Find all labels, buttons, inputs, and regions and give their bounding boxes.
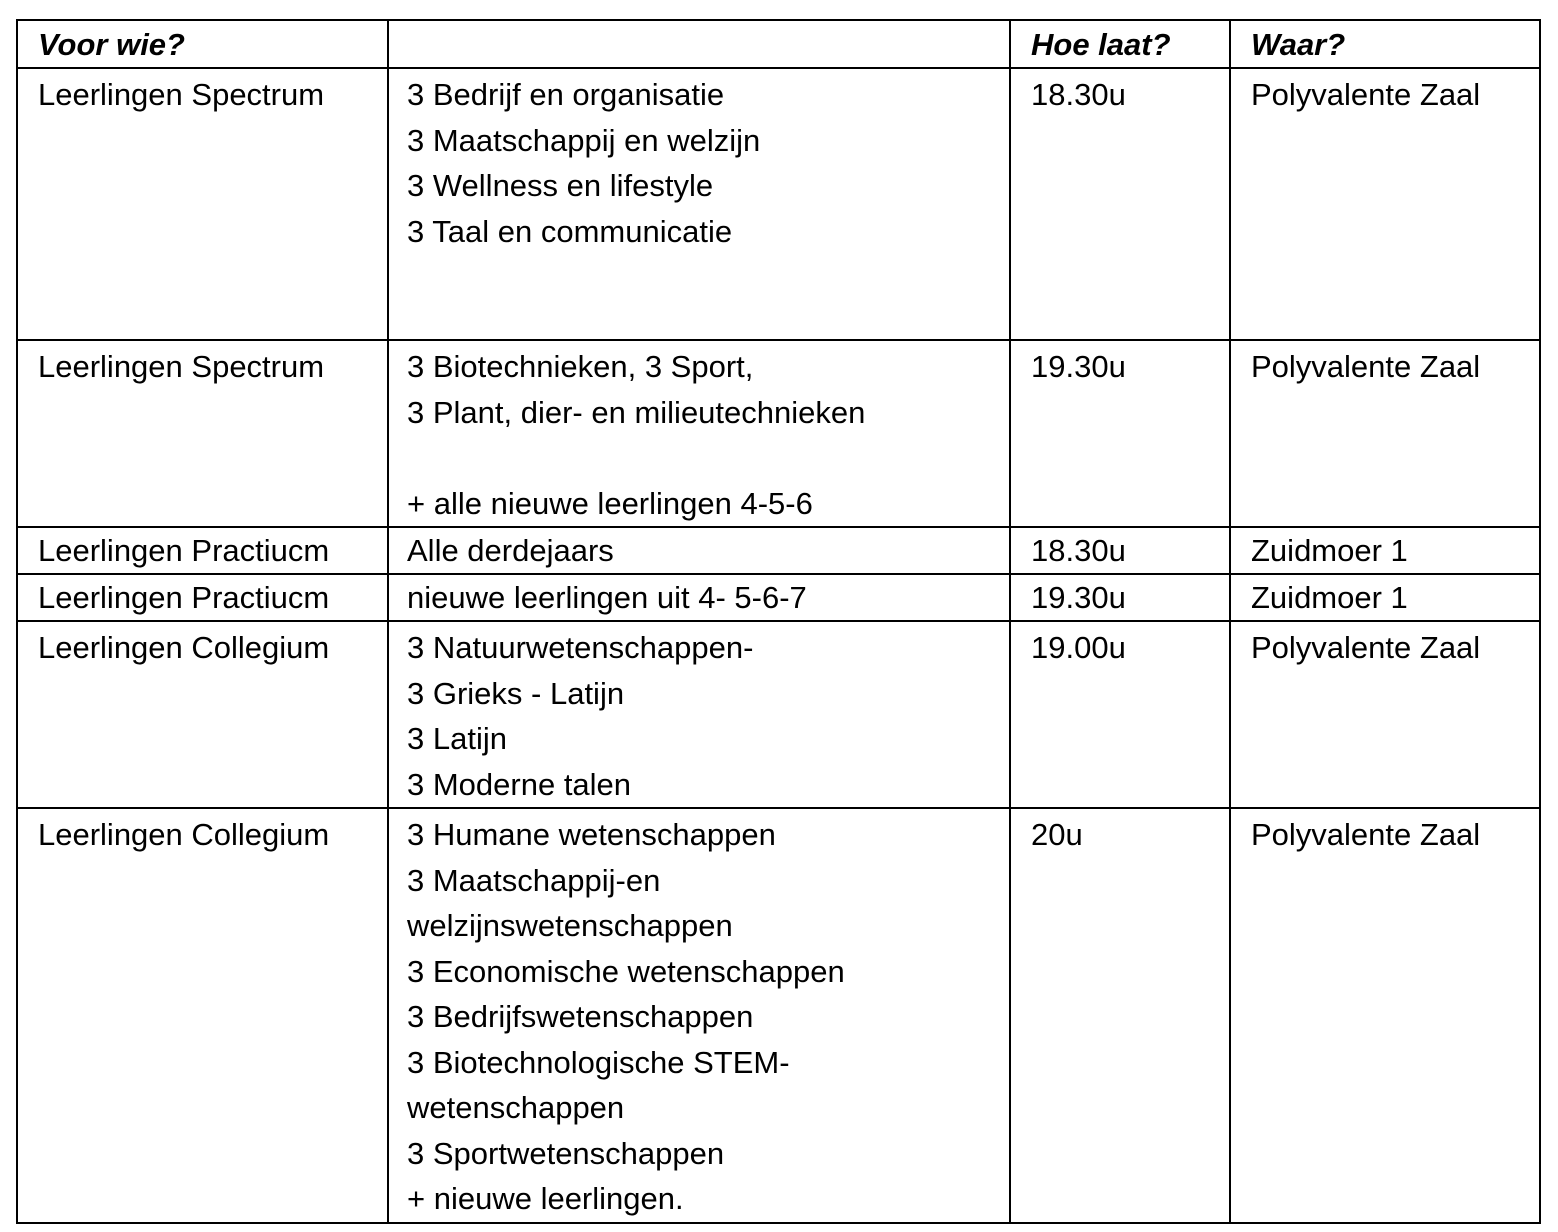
program-line: 3 Wellness en lifestyle	[407, 168, 714, 203]
table-row	[17, 68, 1540, 340]
program-line: + nieuwe leerlingen.	[407, 1181, 684, 1216]
table-row	[17, 340, 1540, 527]
program-line: Alle derdejaars	[407, 533, 614, 568]
cell-for-whom: Leerlingen Practiucm	[17, 527, 388, 574]
program-line: 3 Maatschappij en welzijn	[407, 122, 761, 158]
cell-program	[388, 340, 1010, 527]
program-line: 3 Biotechnieken, 3 Sport,	[407, 349, 754, 384]
cell-location: Polyvalente Zaal	[1230, 808, 1540, 1223]
cell-location: Zuidmoer 1	[1230, 574, 1540, 621]
program-line: 3 Taal en communicatie	[407, 213, 733, 249]
header-for-whom: Voor wie?	[17, 20, 388, 68]
program-line: nieuwe leerlingen uit 4- 5-6-7	[407, 580, 807, 615]
header-location: Waar?	[1230, 20, 1540, 68]
cell-for-whom: Leerlingen Collegium	[17, 621, 388, 808]
cell-for-whom: Leerlingen Spectrum	[17, 68, 388, 340]
table-row	[17, 527, 1540, 574]
cell-time: 19.00u	[1010, 621, 1230, 808]
schedule-table	[16, 19, 1541, 1224]
cell-program	[388, 527, 1010, 574]
program-line: 3 Humane wetenschappen	[407, 817, 776, 852]
cell-time: 18.30u	[1010, 68, 1230, 340]
program-line: 3 Plant, dier- en milieutechnieken	[407, 394, 866, 430]
header-time: Hoe laat?	[1010, 20, 1230, 68]
program-line: 3 Maatschappij-en	[407, 862, 661, 898]
program-line: 3 Sportwetenschappen	[407, 1135, 725, 1171]
cell-for-whom: Leerlingen Collegium	[17, 808, 388, 1223]
table-row	[17, 574, 1540, 621]
program-line: wetenschappen	[407, 1090, 625, 1125]
cell-time: 19.30u	[1010, 340, 1230, 527]
cell-location: Zuidmoer 1	[1230, 527, 1540, 574]
cell-location: Polyvalente Zaal	[1230, 621, 1540, 808]
program-line: 3 Bedrijfswetenschappen	[407, 999, 754, 1034]
program-line: welzijnswetenschappen	[407, 908, 733, 943]
table-header-row	[17, 20, 1540, 68]
cell-program	[388, 621, 1010, 808]
program-line: 3 Economische wetenschappen	[407, 953, 845, 989]
program-blank-line	[407, 435, 1009, 481]
header-program	[388, 20, 1010, 68]
program-line: 3 Latijn	[407, 721, 507, 756]
cell-program	[388, 68, 1010, 340]
cell-time: 18.30u	[1010, 527, 1230, 574]
program-line: 3 Moderne talen	[407, 766, 632, 802]
cell-time: 19.30u	[1010, 574, 1230, 621]
cell-program	[388, 574, 1010, 621]
program-line: 3 Grieks - Latijn	[407, 675, 625, 711]
cell-location: Polyvalente Zaal	[1230, 68, 1540, 340]
program-line: 3 Natuurwetenschappen-	[407, 630, 754, 665]
cell-program	[388, 808, 1010, 1223]
cell-location: Polyvalente Zaal	[1230, 340, 1540, 527]
cell-for-whom: Leerlingen Spectrum	[17, 340, 388, 527]
table-row	[17, 808, 1540, 1223]
cell-for-whom: Leerlingen Practiucm	[17, 574, 388, 621]
program-line: + alle nieuwe leerlingen 4-5-6	[407, 485, 813, 521]
program-line: 3 Biotechnologische STEM-	[407, 1044, 790, 1080]
table-row	[17, 621, 1540, 808]
program-line: 3 Bedrijf en organisatie	[407, 77, 725, 112]
cell-time: 20u	[1010, 808, 1230, 1223]
